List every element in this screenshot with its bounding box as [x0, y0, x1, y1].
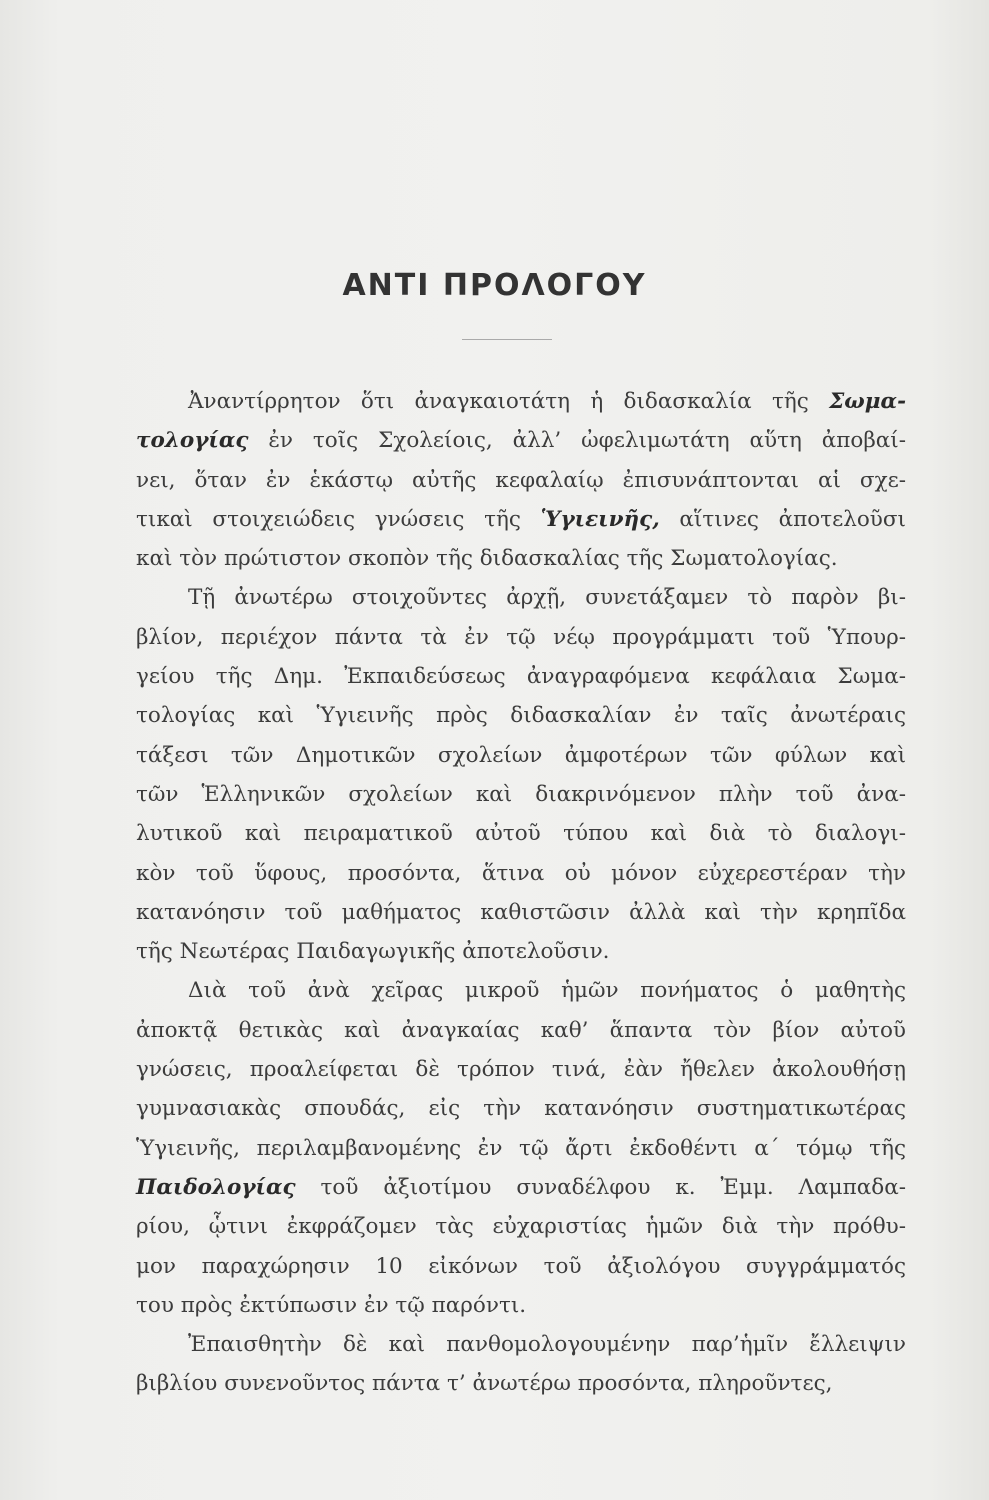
text-line	[136, 1247, 906, 1286]
text-line	[136, 1129, 906, 1168]
text-segment: τάξεσι τῶν Δημοτικῶν σχολείων ἀμφοτέρων τῶν φύλων καὶ	[136, 742, 906, 768]
text-segment: καὶ τὸν πρώτιστον σκοπὸν τῆς διδασκαλίας τῆς Σωματολογίας.	[136, 546, 838, 572]
text-line	[136, 500, 906, 539]
text-segment: μον παραχώρησιν 10 εἰκόνων τοῦ ἀξιολόγου συγγράμματός	[136, 1253, 906, 1279]
text-line	[136, 814, 906, 853]
emphasized-term: Παιδολογίας	[136, 1174, 296, 1200]
text-segment: κὸν τοῦ ὕφους, προσόντα, ἅτινα οὐ μόνον εὐχερεστέραν τὴν	[136, 860, 906, 886]
text-segment: γυμνασιακὰς σπουδάς, εἰς τὴν κατανόησιν συστηματικωτέρας	[136, 1096, 906, 1122]
preface-body	[136, 382, 906, 1404]
text-line	[136, 775, 906, 814]
text-line	[136, 696, 906, 735]
text-line	[136, 461, 906, 500]
text-line	[136, 1089, 906, 1128]
text-line	[136, 854, 906, 893]
text-segment: του πρὸς ἐκτύπωσιν ἐν τῷ παρόντι.	[136, 1292, 527, 1318]
text-line	[136, 736, 906, 775]
text-segment: Διὰ τοῦ ἀνὰ χεῖρας μικροῦ ἡμῶν πονήματος ὁ μαθητὴς	[188, 978, 906, 1004]
emphasized-term: Σωμα-	[829, 389, 906, 414]
text-segment: Ἀναντίρρητον ὅτι ἀναγκαιοτάτη ἡ διδασκαλία τῆς	[188, 389, 830, 414]
paragraph	[136, 971, 906, 1325]
text-segment: τῆς Νεωτέρας Παιδαγωγικῆς ἀποτελοῦσιν.	[136, 939, 610, 965]
text-line	[136, 539, 906, 578]
text-line	[136, 421, 906, 460]
text-segment: τῶν Ἑλληνικῶν σχολείων καὶ διακρινόμενον πλὴν τοῦ ἀνα-	[136, 781, 906, 807]
text-segment: βιβλίου συνενοῦντος πάντα τ’ ἀνωτέρω προσόντα, πληροῦντες,	[136, 1371, 833, 1397]
text-segment: λυτικοῦ καὶ πειραματικοῦ αὐτοῦ τύπου καὶ διὰ τὸ διαλογι-	[136, 821, 906, 847]
paragraph	[136, 382, 906, 578]
text-line	[136, 578, 906, 617]
text-line	[136, 1364, 906, 1403]
page-title: ΑΝΤΙ ΠΡΟΛΟΓΟΥ	[342, 268, 647, 303]
text-segment: αἵτινες ἀποτελοῦσι	[659, 506, 906, 532]
emphasized-term: Ὑγιεινῆς,	[540, 506, 660, 532]
text-segment: κατανόησιν τοῦ μαθήματος καθιστῶσιν ἀλλὰ καὶ τὴν κρηπῖδα	[136, 899, 906, 925]
text-segment: Ἐπαισθητὴν δὲ καὶ πανθομολογουμένην παρ’ἡμῖν ἔλλειψιν	[188, 1332, 906, 1358]
text-line	[136, 1207, 906, 1246]
text-segment: τοῦ ἀξιοτίμου συναδέλφου κ. Ἐμμ. Λαμπαδα-	[295, 1174, 906, 1200]
text-segment: γείου τῆς Δημ. Ἐκπαιδεύσεως ἀναγραφόμενα κεφάλαια Σωμα-	[136, 664, 906, 690]
text-segment: Ὑγιεινῆς, περιλαμβανομένης ἐν τῷ ἄρτι ἐκδοθέντι α΄ τόμῳ τῆς	[136, 1135, 906, 1161]
text-segment: τικαὶ στοιχειώδεις γνώσεις τῆς	[136, 506, 541, 532]
text-line	[136, 382, 906, 421]
text-line	[136, 893, 906, 932]
text-segment: βλίον, περιέχον πάντα τὰ ἐν τῷ νέῳ προγράμματι τοῦ Ὑπουρ-	[136, 624, 906, 650]
text-line	[136, 932, 906, 971]
text-segment: νει, ὅταν ἐν ἑκάστῳ αὐτῆς κεφαλαίῳ ἐπισυνάπτονται αἱ σχε-	[136, 467, 906, 493]
text-line	[136, 1050, 906, 1089]
text-line	[136, 1325, 906, 1364]
emphasized-term: τολογίας	[136, 428, 249, 454]
text-line	[136, 971, 906, 1010]
text-segment: τολογίας καὶ Ὑγιεινῆς πρὸς διδασκαλίαν ἐν ταῖς ἀνωτέραις	[136, 703, 906, 729]
text-segment: ἐν τοῖς Σχολείοις, ἀλλ’ ὠφελιμωτάτη αὕτη ἀποβαί-	[248, 428, 906, 454]
text-line	[136, 618, 906, 657]
text-line	[136, 1286, 906, 1325]
text-line	[136, 1011, 906, 1050]
text-segment: γνώσεις, προαλείφεται δὲ τρόπον τινά, ἐὰν ἤθελεν ἀκολουθήσῃ	[136, 1057, 906, 1083]
title-divider	[462, 339, 552, 340]
text-line	[136, 657, 906, 696]
text-segment: Τῇ ἀνωτέρω στοιχοῦντες ἀρχῇ, συνετάξαμεν τὸ παρὸν βι-	[188, 585, 906, 611]
text-line	[136, 1168, 906, 1207]
text-segment: ἀποκτᾷ θετικὰς καὶ ἀναγκαίας καθ’ ἅπαντα τὸν βίον αὐτοῦ	[136, 1017, 906, 1043]
paragraph	[136, 1325, 906, 1404]
text-segment: ρίου, ᾧτινι ἐκφράζομεν τὰς εὐχαριστίας ἡμῶν διὰ τὴν πρόθυ-	[136, 1214, 906, 1240]
paragraph	[136, 578, 906, 971]
